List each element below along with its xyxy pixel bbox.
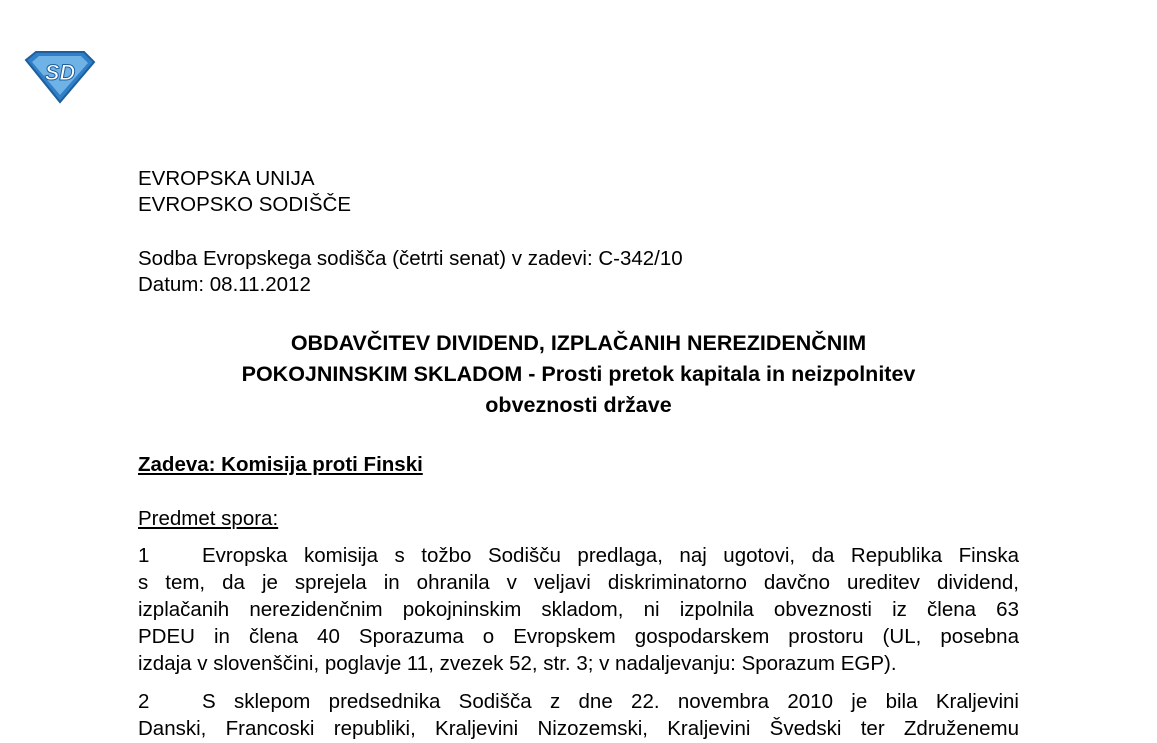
logo-text: SD	[44, 60, 76, 85]
paragraph-line: s tem, da je sprejela in ohranila v veljavi diskriminatorno davčno ureditev dividend,	[138, 571, 1019, 594]
paragraph-number: 2	[138, 690, 150, 713]
case-subject: Zadeva: Komisija proti Finski	[138, 453, 423, 476]
document-title	[138, 328, 1019, 421]
paragraph-number: 1	[138, 544, 150, 567]
dispute-subject-heading: Predmet spora:	[138, 507, 279, 530]
title-line: OBDAVČITEV DIVIDEND, IZPLAČANIH NEREZIDENČNIM	[290, 331, 867, 355]
paragraph-line: 2 S sklepom predsednika Sodišča z dne 22. novembra 2010 je bila Kraljevini	[138, 690, 1019, 713]
title-line: obveznosti države	[485, 393, 672, 417]
paragraph-line: PDEU in člena 40 Sporazuma o Evropskem gospodarskem prostoru (UL, posebna	[138, 625, 1019, 648]
case-reference: Sodba Evropskega sodišča (četrti senat) v zadevi: C-342/10	[138, 247, 683, 270]
paragraph-line: izplačanih nerezidenčnim pokojninskim skladom, ni izpolnila obveznosti iz člena 63	[138, 598, 1019, 621]
header-line-court: EVROPSKO SODIŠČE	[138, 193, 352, 216]
paragraph-line: 1 Evropska komisija s tožbo Sodišču predlaga, naj ugotovi, da Republika Finska	[138, 544, 1019, 567]
judgment-date: Datum: 08.11.2012	[138, 273, 311, 296]
sd-logo-icon	[22, 50, 96, 104]
paragraph-1	[138, 542, 1019, 677]
paragraph-2	[138, 688, 1019, 742]
header-line-eu: EVROPSKA UNIJA	[138, 167, 315, 190]
paragraph-line: Danski, Francoski republiki, Kraljevini Nizozemski, Kraljevini Švedski ter Združenemu	[138, 717, 1019, 740]
title-line: POKOJNINSKIM SKLADOM - Prosti pretok kapitala in neizpolnitev	[241, 362, 916, 386]
paragraph-line: izdaja v slovenščini, poglavje 11, zvezek 52, str. 3; v nadaljevanju: Sporazum EGP).	[138, 652, 897, 675]
